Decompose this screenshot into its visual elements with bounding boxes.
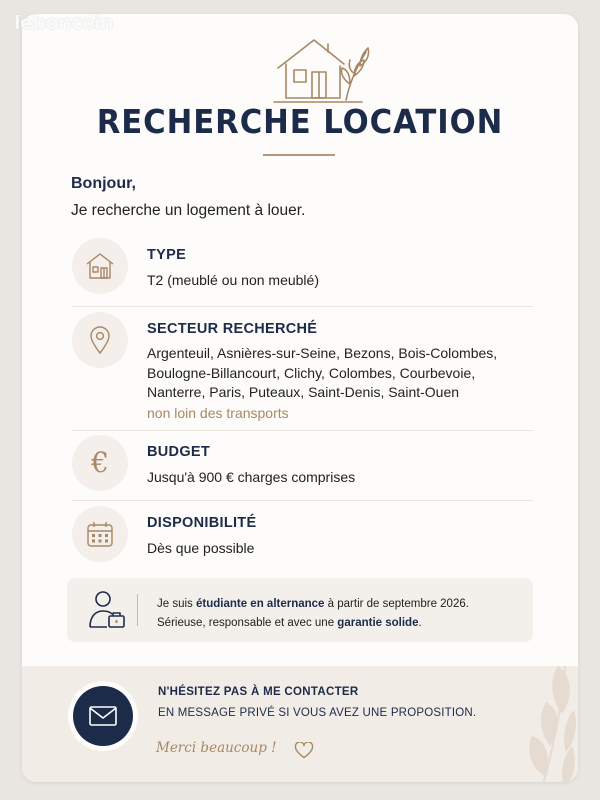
note-text: à partir de septembre 2026. — [324, 598, 469, 610]
calendar-icon — [85, 519, 115, 549]
contact-footer — [22, 666, 578, 782]
note-emphasis: étudiante en alternance — [196, 598, 325, 610]
mail-button[interactable] — [73, 686, 133, 746]
euro-icon: € — [91, 446, 109, 479]
leaf-decoration-icon — [488, 666, 578, 782]
leboncoin-watermark: leboncoin — [14, 12, 114, 34]
dispo-text: Dès que possible — [147, 540, 255, 556]
divider — [72, 306, 533, 307]
greeting: Bonjour, — [71, 175, 136, 192]
budget-icon-circle — [72, 435, 128, 491]
secteur-heading: SECTEUR RECHERCHÉ — [147, 321, 318, 337]
contact-headline: N'HÉSITEZ PAS À ME CONTACTER — [158, 686, 359, 698]
rental-search-card — [22, 14, 578, 782]
dispo-icon-circle — [72, 506, 128, 562]
house-icon — [84, 251, 116, 281]
student-info-box — [67, 578, 533, 642]
location-pin-icon — [88, 325, 112, 355]
note-text: . — [418, 617, 422, 629]
secteur-line: Nanterre, Paris, Puteaux, Saint-Denis, Saint-Ouen — [147, 384, 460, 400]
budget-text: Jusqu'à 900 € charges comprises — [147, 469, 356, 485]
divider — [72, 500, 533, 501]
heart-icon — [294, 742, 314, 759]
secteur-icon-circle — [72, 312, 128, 368]
note-text: Je suis — [157, 598, 196, 610]
divider — [72, 430, 533, 431]
mail-icon — [89, 706, 117, 726]
person-briefcase-icon — [87, 589, 127, 631]
type-icon-circle — [72, 238, 128, 294]
note-emphasis: garantie solide — [337, 617, 419, 629]
contact-subline: EN MESSAGE PRIVÉ SI VOUS AVEZ UNE PROPOSITION. — [158, 707, 477, 719]
page-title: RECHERCHE LOCATION — [96, 102, 504, 141]
budget-heading: BUDGET — [147, 444, 211, 460]
section-disponibilite — [72, 506, 533, 566]
note-text: Sérieuse, responsable et avec une — [157, 617, 338, 629]
section-type — [72, 238, 533, 298]
section-budget — [72, 435, 533, 495]
thanks-text: Merci beaucoup ! — [156, 740, 277, 756]
note-separator — [137, 594, 138, 626]
intro-text: Je recherche un logement à louer. — [71, 202, 306, 219]
secteur-line: Argenteuil, Asnières-sur-Seine, Bezons, Bois-Colombes, — [147, 345, 498, 361]
dispo-heading: DISPONIBILITÉ — [147, 515, 257, 531]
secteur-transport-note: non loin des transports — [147, 404, 289, 421]
type-text: T2 (meublé ou non meublé) — [147, 272, 319, 288]
house-plant-logo-icon — [270, 32, 374, 106]
type-heading: TYPE — [147, 247, 187, 263]
title-divider — [263, 154, 335, 156]
secteur-line: Boulogne-Billancourt, Clichy, Colombes, Courbevoie, — [147, 364, 476, 381]
section-secteur — [72, 312, 533, 422]
